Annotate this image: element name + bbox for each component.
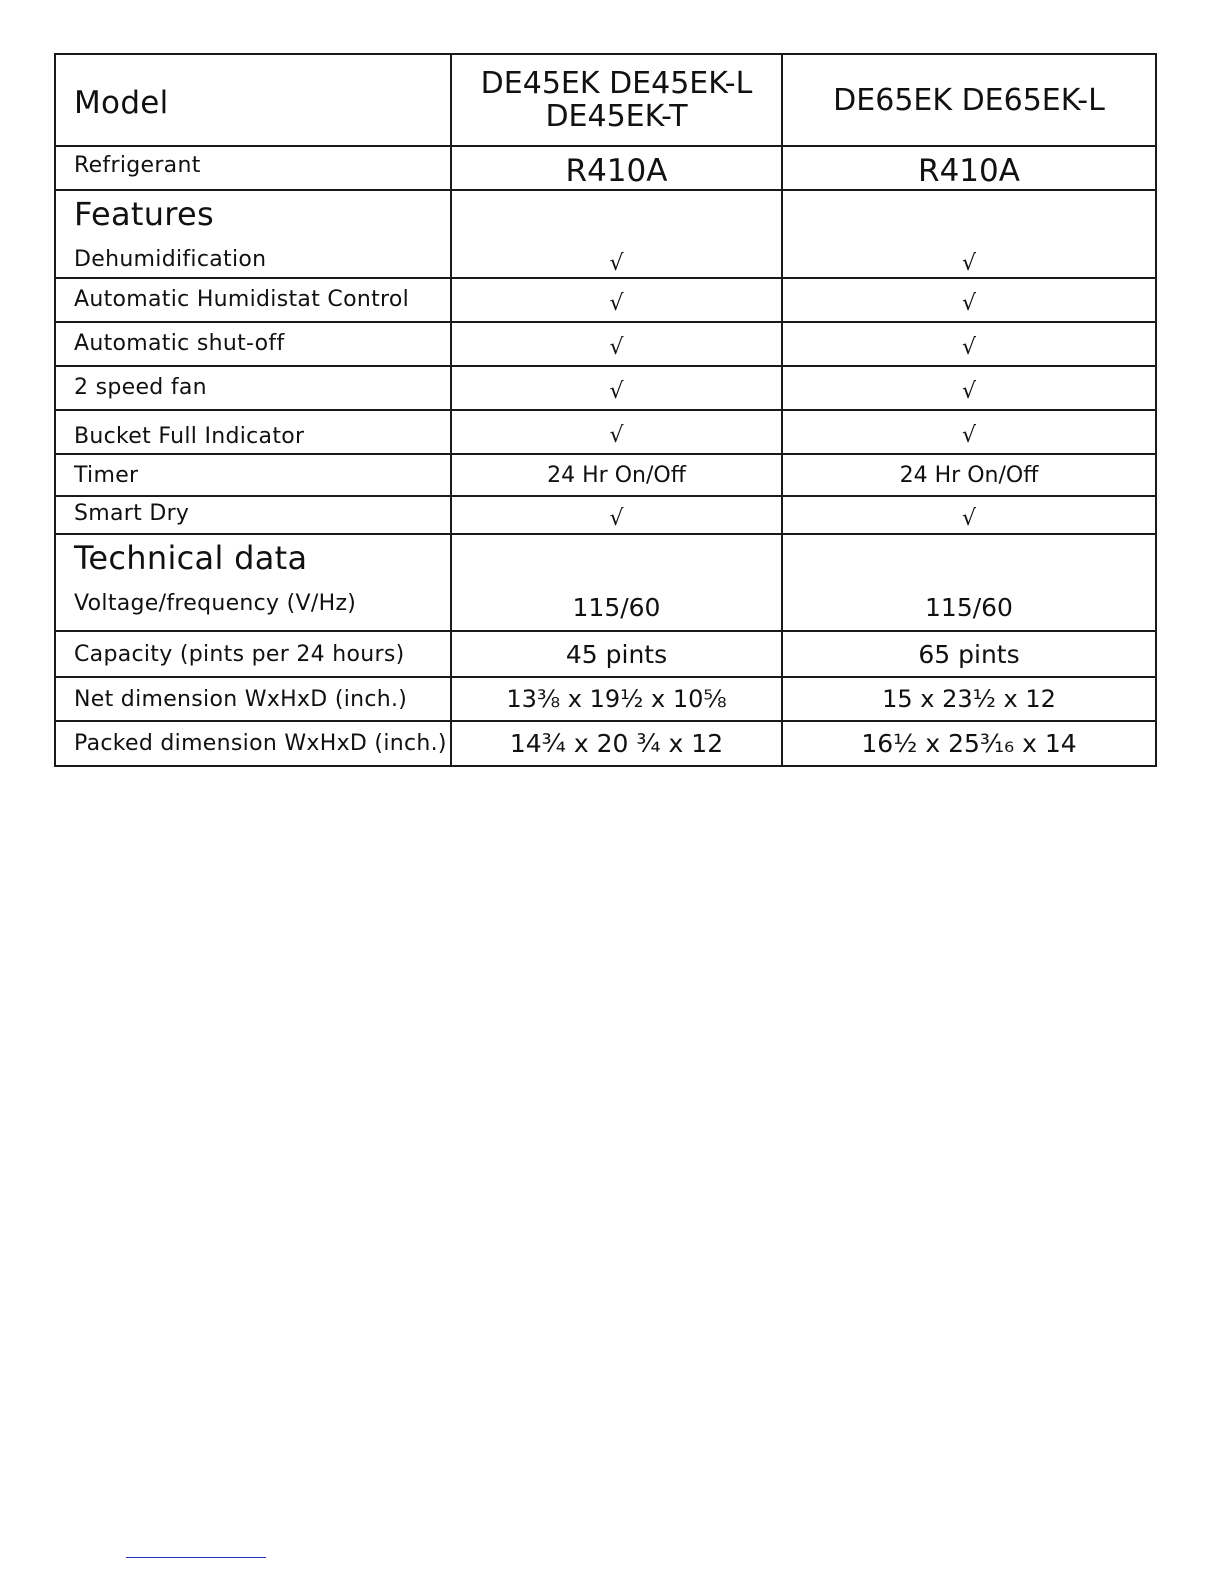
net-dimension-b: 15 x 23½ x 12 bbox=[782, 677, 1156, 721]
table-row-voltage bbox=[55, 534, 1156, 631]
table-row-timer bbox=[55, 454, 1156, 496]
dehumidification-label: Dehumidification bbox=[74, 247, 267, 272]
fan-label: 2 speed fan bbox=[55, 366, 451, 410]
packed-dimension-b: 16½ x 25³⁄₁₆ x 14 bbox=[782, 721, 1156, 766]
table-row-net-dimension bbox=[55, 677, 1156, 721]
capacity-label: Capacity (pints per 24 hours) bbox=[55, 631, 451, 677]
model-b-cell: DE65EK DE65EK-L bbox=[782, 54, 1156, 146]
timer-label: Timer bbox=[55, 454, 451, 496]
fan-a bbox=[451, 366, 782, 410]
capacity-a: 45 pints bbox=[451, 631, 782, 677]
check-mark-icon: √ bbox=[609, 291, 624, 316]
voltage-label: Voltage/frequency (V/Hz) bbox=[74, 591, 357, 616]
humidistat-b bbox=[782, 278, 1156, 322]
model-a-line1: DE45EK DE45EK-L bbox=[480, 66, 753, 101]
table-row-capacity bbox=[55, 631, 1156, 677]
table-row-bucket bbox=[55, 410, 1156, 454]
check-mark-icon: √ bbox=[609, 506, 624, 531]
packed-dimension-label: Packed dimension WxHxD (inch.) bbox=[55, 721, 451, 766]
bucket-a bbox=[451, 410, 782, 454]
check-mark-icon: √ bbox=[961, 291, 977, 316]
check-mark-icon: √ bbox=[961, 335, 977, 360]
technical-title: Technical data bbox=[74, 539, 308, 577]
model-a-cell bbox=[451, 54, 782, 146]
voltage-a: 115/60 bbox=[451, 534, 782, 631]
packed-dimension-a: 14¾ x 20 ¾ x 12 bbox=[451, 721, 782, 766]
technical-cell bbox=[55, 534, 451, 631]
refrigerant-label: Refrigerant bbox=[55, 146, 451, 190]
dehumidification-b bbox=[782, 190, 1156, 278]
table-row-refrigerant bbox=[55, 146, 1156, 190]
table-row-humidistat bbox=[55, 278, 1156, 322]
table-row-dehumidification bbox=[55, 190, 1156, 278]
shutoff-a bbox=[451, 322, 782, 366]
spec-table bbox=[54, 53, 1157, 767]
table-row-packed-dimension bbox=[55, 721, 1156, 766]
model-a-line2: DE45EK-T bbox=[545, 99, 688, 134]
dehumidification-a bbox=[451, 190, 782, 278]
check-mark-icon: √ bbox=[609, 379, 624, 404]
net-dimension-a: 13⅜ x 19½ x 10⅝ bbox=[451, 677, 782, 721]
fan-b bbox=[782, 366, 1156, 410]
features-cell bbox=[55, 190, 451, 278]
capacity-b: 65 pints bbox=[782, 631, 1156, 677]
check-mark-icon: √ bbox=[961, 379, 977, 404]
timer-b: 24 Hr On/Off bbox=[782, 454, 1156, 496]
features-title: Features bbox=[74, 195, 214, 233]
check-mark-icon: √ bbox=[961, 506, 977, 531]
humidistat-a bbox=[451, 278, 782, 322]
shutoff-b bbox=[782, 322, 1156, 366]
refrigerant-a: R410A bbox=[451, 146, 782, 190]
smart-dry-b bbox=[782, 496, 1156, 534]
timer-a: 24 Hr On/Off bbox=[451, 454, 782, 496]
smart-dry-a bbox=[451, 496, 782, 534]
check-mark-icon: √ bbox=[961, 251, 977, 276]
shutoff-label: Automatic shut-off bbox=[55, 322, 451, 366]
model-label: Model bbox=[55, 54, 451, 146]
table-row-fan bbox=[55, 366, 1156, 410]
voltage-b: 115/60 bbox=[782, 534, 1156, 631]
bucket-b bbox=[782, 410, 1156, 454]
check-mark-icon: √ bbox=[609, 423, 624, 448]
footer-underline bbox=[126, 1557, 266, 1558]
net-dimension-label: Net dimension WxHxD (inch.) bbox=[55, 677, 451, 721]
bucket-label: Bucket Full Indicator bbox=[55, 410, 451, 454]
check-mark-icon: √ bbox=[609, 335, 624, 360]
refrigerant-b: R410A bbox=[782, 146, 1156, 190]
table-row-shutoff bbox=[55, 322, 1156, 366]
table-row-model bbox=[55, 54, 1156, 146]
table-row-smart-dry bbox=[55, 496, 1156, 534]
check-mark-icon: √ bbox=[961, 423, 977, 448]
check-mark-icon: √ bbox=[609, 251, 624, 276]
humidistat-label: Automatic Humidistat Control bbox=[55, 278, 451, 322]
smart-dry-label: Smart Dry bbox=[55, 496, 451, 534]
